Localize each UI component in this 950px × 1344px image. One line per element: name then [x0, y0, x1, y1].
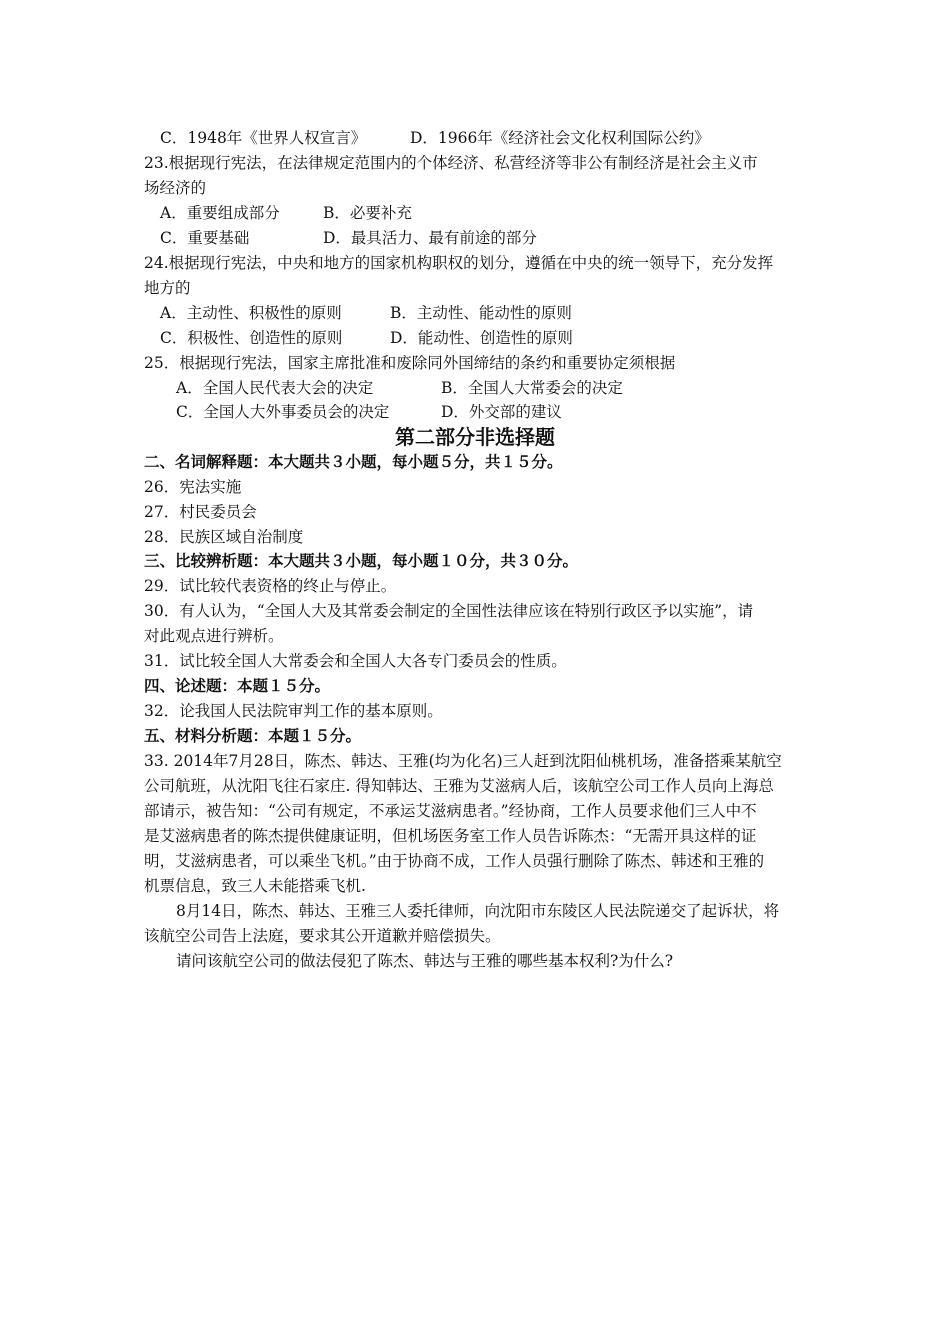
q25-options-ab [176, 378, 623, 398]
q25-option-a: A．全国人民代表大会的决定 [176, 379, 374, 397]
q23-option-a: A．重要组成部分 [160, 204, 280, 222]
q33-para1-line6: 机票信息，致三人未能搭乘飞机. [144, 877, 366, 895]
q22-options-cd [160, 128, 710, 148]
q29: 29．试比较代表资格的终止与停止。 [144, 577, 397, 595]
sec4-heading: 四、论述题：本题１５分。 [144, 676, 331, 695]
q33-para2-line1: 8月14日，陈杰、韩达、王雅三人委托律师，向沈阳市东陵区人民法院递交了起诉状，将 [176, 902, 780, 920]
q33-para1-line5: 明，艾滋病患者，可以乘坐飞机。”由于协商不成，工作人员强行删除了陈杰、韩述和王雅的 [144, 852, 765, 870]
q33-question: 请问该航空公司的做法侵犯了陈杰、韩达与王雅的哪些基本权利?为什么? [176, 952, 674, 970]
sec5-heading: 五、材料分析题：本题１５分。 [144, 726, 362, 745]
q31: 31．试比较全国人大常委会和全国人大各专门委员会的性质。 [144, 652, 567, 670]
q25-option-c: C．全国人大外事委员会的决定 [176, 403, 390, 421]
q25-stem: 25．根据现行宪法，国家主席批准和废除同外国缔结的条约和重要协定须根据 [144, 354, 676, 372]
q33-para1-line2: 公司航班，从沈阳飞往石家庄. 得知韩达、王雅为艾滋病人后，该航空公司工作人员向上海总 [144, 777, 774, 795]
q23-options-cd [160, 228, 537, 248]
q32: 32．论我国人民法院审判工作的基本原则。 [144, 702, 443, 720]
q23-option-c: C．重要基础 [160, 229, 250, 247]
q23-option-b: B．必要补充 [322, 204, 412, 222]
q28: 28．民族区域自治制度 [144, 528, 304, 546]
q22-option-d: D．1966年《经济社会文化权利国际公约》 [409, 129, 710, 147]
q33-para1-line1: 33. 2014年7月28日，陈杰、韩达、王雅(均为化名)三人赶到沈阳仙桃机场，准备搭乘某航空 [144, 752, 782, 770]
q33-para1-line4: 是艾滋病患者的陈杰提供健康证明，但机场医务室工作人员告诉陈杰：“无需开具这样的证 [144, 827, 757, 845]
q25-options-cd [176, 402, 562, 422]
q24-option-a: A．主动性、积极性的原则 [160, 304, 342, 322]
sec3-heading: 三、比较辨析题：本大题共３小题，每小题１０分，共３０分。 [144, 551, 579, 570]
q23-stem-line2: 场经济的 [144, 179, 207, 197]
q25-option-d: D．外交部的建议 [440, 403, 562, 421]
q24-option-b: B．主动性、能动性的原则 [389, 304, 572, 322]
q26: 26．宪法实施 [144, 478, 242, 496]
q33-para2-line2: 该航空公司告上法庭，要求其公开道歉并赔偿损失。 [144, 927, 501, 945]
q33-para1-line3: 部请示，被告知：“公司有规定，不承运艾滋病患者。”经协商，工作人员要求他们三人中不 [144, 802, 757, 820]
q23-options-ab [160, 203, 412, 223]
q30-line1: 30．有人认为，“全国人大及其常委会制定的全国性法律应该在特别行政区予以实施”，请 [144, 602, 754, 620]
q24-option-c: C．积极性、创造性的原则 [160, 329, 343, 347]
q23-option-d: D．最具活力、最有前途的部分 [322, 229, 537, 247]
q24-options-ab [160, 303, 572, 323]
q24-option-d: D．能动性、创造性的原则 [389, 329, 573, 347]
part2-title: 第二部分非选择题 [395, 425, 555, 449]
q24-options-cd [160, 328, 573, 348]
q24-stem-line2: 地方的 [144, 279, 191, 297]
q27: 27．村民委员会 [144, 503, 257, 521]
q24-stem-line1: 24.根据现行宪法，中央和地方的国家机构职权的划分，遵循在中央的统一领导下，充分发挥 [144, 254, 774, 272]
q25-option-b: B．全国人大常委会的决定 [440, 379, 623, 397]
sec2-heading: 二、名词解释题：本大题共３小题，每小题５分，共１５分。 [144, 452, 563, 471]
q23-stem-line1: 23.根据现行宪法，在法律规定范围内的个体经济、私营经济等非公有制经济是社会主义市 [144, 154, 758, 172]
q30-line2: 对此观点进行辨析。 [144, 627, 284, 645]
q22-option-c: C．1948年《世界人权宣言》 [160, 129, 367, 147]
